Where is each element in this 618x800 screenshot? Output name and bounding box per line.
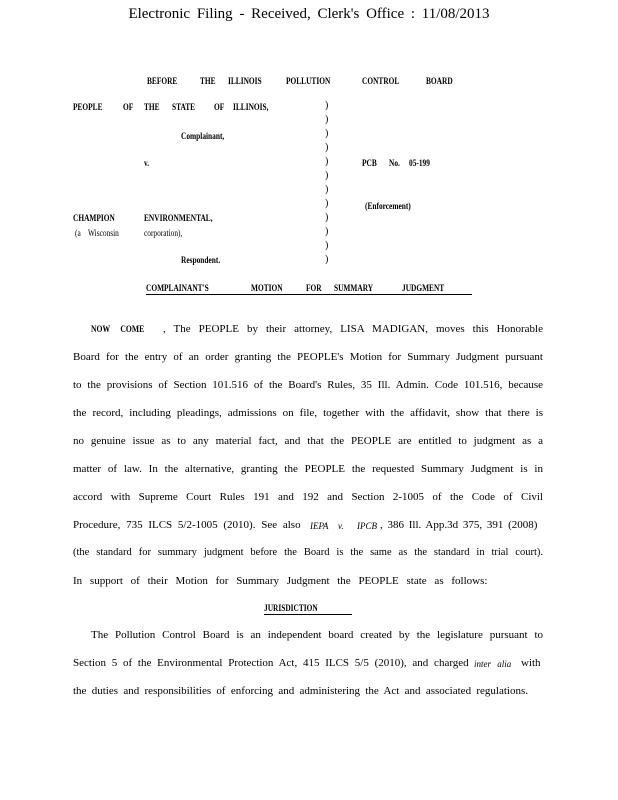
complainant-label: Complainant, <box>181 131 225 141</box>
title-word: SUMMARY <box>334 283 374 293</box>
section-heading: JURISDICTION <box>264 603 318 613</box>
body-line: In support of their Motion for Summary Judgment the PEOPLE state as follows: <box>73 575 488 587</box>
respondent-label: Respondent. <box>181 255 221 265</box>
defendant-word: (a <box>75 228 81 238</box>
body-line: (the standard for summary judgment before the Board is the same as the standard in trial court). <box>73 547 543 558</box>
paren-mark: ) <box>325 254 329 265</box>
body-line: the record, including pleadings, admissions on file, together with the affidavit, show that there is <box>73 407 543 419</box>
heading-word: POLLUTION <box>286 76 331 86</box>
case-citation: IPCB <box>357 521 377 531</box>
body-line: , 386 Ill. App.3d 375, 391 (2008) <box>380 519 538 531</box>
case-number: 05-199 <box>409 158 430 168</box>
paren-mark: ) <box>325 240 329 251</box>
body-line: Section 5 of the Environmental Protection Act, 415 ILCS 5/5 (2010), and charged <box>73 657 469 669</box>
defendant-word: corporation), <box>144 228 183 238</box>
case-type: (Enforcement) <box>365 201 411 211</box>
paren-mark: ) <box>325 142 329 153</box>
paren-mark: ) <box>325 212 329 223</box>
body-line: The Pollution Control Board is an independent board created by the legislature pursuant to <box>91 629 543 641</box>
plaintiff-word: STATE <box>172 102 196 112</box>
paren-mark: ) <box>325 114 329 125</box>
body-line: matter of law. In the alternative, granting the PEOPLE the requested Summary Judgment is in <box>73 463 543 475</box>
defendant-word: CHAMPION <box>73 213 115 223</box>
body-line: with <box>521 657 541 669</box>
body-line: Procedure, 735 ILCS 5/2-1005 (2010). See also <box>73 519 301 531</box>
paren-mark: ) <box>325 128 329 139</box>
case-no-label: No. <box>389 158 400 168</box>
paren-mark: ) <box>325 100 329 111</box>
paren-mark: ) <box>325 226 329 237</box>
filing-stamp: Electronic Filing - Received, Clerk's Office : 11/08/2013 <box>128 6 490 22</box>
title-word: FOR <box>306 283 322 293</box>
heading-word: THE <box>200 76 216 86</box>
paren-mark: ) <box>325 156 329 167</box>
plaintiff-word: PEOPLE <box>73 102 103 112</box>
body-line: accord with Supreme Court Rules 191 and 192 and Section 2-1005 of the Code of Civil <box>73 491 543 503</box>
latin-phrase: inter alia <box>474 659 512 669</box>
versus-label: v. <box>144 158 150 168</box>
plaintiff-word: OF <box>214 102 225 112</box>
heading-word: BOARD <box>426 76 453 86</box>
paren-mark: ) <box>325 170 329 181</box>
case-citation: v. <box>338 521 344 531</box>
plaintiff-word: THE <box>144 102 160 112</box>
paren-mark: ) <box>325 198 329 209</box>
title-word: JUDGMENT <box>402 283 445 293</box>
heading-word: CONTROL <box>362 76 400 86</box>
case-citation: IEPA <box>310 521 329 531</box>
title-underline <box>146 294 472 295</box>
body-line: Board for the entry of an order granting the PEOPLE's Motion for Summary Judgment pursuant <box>73 351 543 363</box>
body-line: no genuine issue as to any material fact, and that the PEOPLE are entitled to judgment as a <box>73 435 543 447</box>
body-line: the duties and responsibilities of enforcing and administering the Act and associated regulations. <box>73 685 528 697</box>
heading-word: ILLINOIS <box>228 76 262 86</box>
defendant-word: Wisconsin <box>88 228 119 238</box>
section-heading-underline <box>264 614 352 615</box>
paren-mark: ) <box>325 184 329 195</box>
title-word: MOTION <box>251 283 283 293</box>
plaintiff-word: OF <box>123 102 134 112</box>
title-word: COMPLAINANT'S <box>146 283 209 293</box>
heading-word: BEFORE <box>147 76 178 86</box>
plaintiff-word: ILLINOIS, <box>233 102 269 112</box>
defendant-word: ENVIRONMENTAL, <box>144 213 213 223</box>
case-label: PCB <box>362 158 377 168</box>
body-line: , The PEOPLE by their attorney, LISA MADIGAN, moves this Honorable <box>163 323 543 335</box>
now-come-lead: NOW COME <box>91 324 145 334</box>
body-line: to the provisions of Section 101.516 of the Board's Rules, 35 Ill. Admin. Code 101.516, because <box>73 379 543 391</box>
